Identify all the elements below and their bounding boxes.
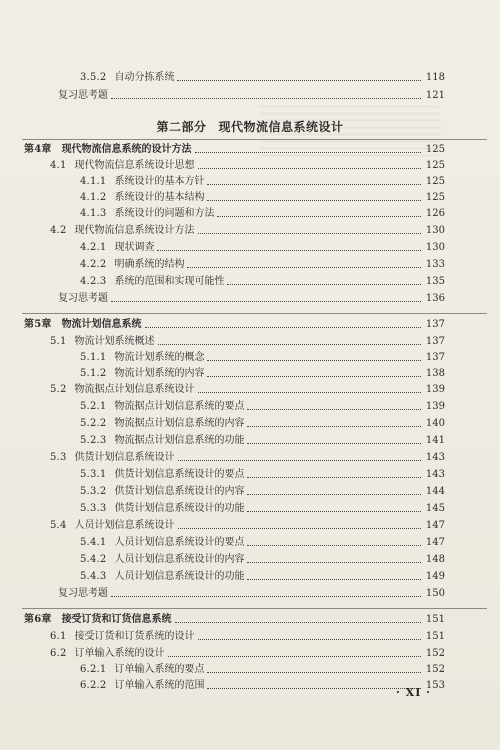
entry-number: 3.5.2	[80, 72, 107, 83]
entry-number: 5.1	[50, 336, 67, 347]
entry-page: 143	[425, 469, 445, 480]
leader-dots	[207, 376, 421, 377]
toc-entry-6-2	[50, 646, 445, 662]
toc-entry-5-1-2	[80, 366, 445, 382]
leader-dots	[247, 545, 421, 546]
divider	[22, 139, 487, 140]
entry-title: 系统设计的问题和方法	[114, 208, 215, 219]
entry-page: 125	[425, 144, 445, 155]
entry-page: 121	[425, 90, 445, 101]
toc-chapter-5	[24, 317, 445, 333]
entry-number: 6.2	[50, 648, 67, 659]
entry-page: 147	[425, 537, 445, 548]
toc-entry-5-3-3	[80, 501, 445, 517]
page-number-marker: · XI ·	[396, 686, 431, 699]
entry-number: 4.1	[50, 160, 67, 171]
leader-dots	[178, 460, 421, 461]
toc-entry-5-4-3	[80, 569, 445, 585]
entry-title: 供货计划信息系统设计的要点	[114, 469, 245, 480]
entry-title: 物流据点计划信息系统的要点	[114, 401, 245, 412]
entry-title: 物流据点计划信息系统的内容	[114, 418, 245, 429]
entry-number: 4.2.1	[80, 242, 107, 253]
part-label: 第二部分	[156, 120, 207, 134]
entry-page: 139	[425, 384, 445, 395]
toc-entry-4-2	[50, 223, 445, 239]
toc-entry-5-3	[50, 450, 445, 466]
leader-dots	[158, 344, 421, 345]
entry-page: 125	[425, 160, 445, 171]
entry-page: 152	[425, 648, 445, 659]
entry-number: 5.3.3	[80, 503, 107, 514]
entry-title: 订单输入系统的范围	[114, 680, 205, 691]
entry-title: 系统的范围和实现可能性	[114, 276, 225, 287]
entry-title: 供货计划信息系统设计	[74, 452, 175, 463]
entry-title: 系统设计的基本方针	[114, 176, 205, 187]
toc-entry-3-5-2	[80, 70, 445, 86]
entry-title: 物流计划系统的概念	[114, 352, 205, 363]
entry-title: 人员计划信息系统设计的内容	[114, 554, 245, 565]
entry-page: 141	[425, 435, 445, 446]
toc-entry-review-ch4	[50, 291, 445, 307]
leader-dots	[111, 596, 421, 597]
toc-entry-5-4-1	[80, 535, 445, 551]
entry-title: 人员计划信息系统设计的功能	[114, 571, 245, 582]
leader-dots	[198, 392, 421, 393]
entry-number: 4.1.3	[80, 208, 107, 219]
entry-number: 5.1.2	[80, 368, 107, 379]
toc-entry-5-3-2	[80, 484, 445, 500]
entry-page: 147	[425, 520, 445, 531]
entry-title: 物流据点计划信息系统的功能	[114, 435, 245, 446]
chapter-number: 第5章	[24, 319, 52, 330]
entry-page: 136	[425, 293, 445, 304]
toc-entry-5-3-1	[80, 467, 445, 483]
entry-page: 143	[425, 452, 445, 463]
entry-number: 5.3	[50, 452, 67, 463]
toc-entry-4-2-2	[80, 257, 445, 273]
leader-dots	[247, 579, 421, 580]
toc-entry-5-2-2	[80, 416, 445, 432]
entry-number: 5.4.3	[80, 571, 107, 582]
entry-page: 133	[425, 259, 445, 270]
leader-dots	[247, 409, 421, 410]
leader-dots	[195, 152, 421, 153]
leader-dots	[177, 80, 421, 81]
leader-dots	[247, 562, 421, 563]
entry-page: 118	[425, 72, 445, 83]
toc-entry-review-ch5	[50, 586, 445, 602]
toc-entry-4-1-2	[80, 190, 445, 206]
entry-page: 130	[425, 242, 445, 253]
leader-dots	[111, 301, 421, 302]
entry-number: 5.2.2	[80, 418, 107, 429]
entry-title: 人员计划信息系统设计	[74, 520, 175, 531]
entry-number: 4.2	[50, 225, 67, 236]
leader-dots	[175, 622, 421, 623]
entry-title: 复习思考题	[58, 90, 108, 101]
entry-title: 复习思考题	[58, 588, 108, 599]
entry-page: 145	[425, 503, 445, 514]
toc-entry-6-2-1	[80, 662, 445, 678]
entry-page: 148	[425, 554, 445, 565]
entry-title: 物流据点计划信息系统设计	[74, 384, 195, 395]
leader-dots	[227, 284, 421, 285]
toc-entry-5-2-1	[80, 399, 445, 415]
entry-number: 5.2	[50, 384, 67, 395]
entry-number: 6.2.2	[80, 680, 107, 691]
toc-chapter-4	[24, 142, 445, 158]
entry-number: 4.1.2	[80, 192, 107, 203]
entry-number: 6.2.1	[80, 664, 107, 675]
entry-page: 137	[425, 336, 445, 347]
entry-page: 137	[425, 352, 445, 363]
toc-entry-4-1-3	[80, 206, 445, 222]
toc-entry-5-1	[50, 334, 445, 350]
entry-title: 供货计划信息系统设计的内容	[114, 486, 245, 497]
leader-dots	[207, 360, 421, 361]
leader-dots	[247, 443, 421, 444]
toc-entry-review-ch3	[50, 88, 445, 104]
entry-number: 5.1.1	[80, 352, 107, 363]
entry-page: 151	[425, 631, 445, 642]
chapter-title: 接受订货和订货信息系统	[61, 614, 172, 625]
toc-entry-6-1	[50, 629, 445, 645]
entry-number: 4.2.2	[80, 259, 107, 270]
divider	[22, 313, 487, 314]
entry-page: 139	[425, 401, 445, 412]
entry-number: 5.4.2	[80, 554, 107, 565]
entry-page: 150	[425, 588, 445, 599]
leader-dots	[168, 656, 421, 657]
leader-dots	[198, 233, 421, 234]
entry-number: 5.2.1	[80, 401, 107, 412]
leader-dots	[198, 639, 421, 640]
entry-page: 153	[425, 680, 445, 691]
toc-entry-5-2-3	[80, 433, 445, 449]
toc-entry-6-2-2	[80, 678, 445, 694]
leader-dots	[198, 168, 421, 169]
entry-title: 系统设计的基本结构	[114, 192, 205, 203]
toc-entry-5-1-1	[80, 350, 445, 366]
part-heading	[0, 118, 500, 135]
toc-entry-5-4	[50, 518, 445, 534]
toc-entry-4-1-1	[80, 174, 445, 190]
entry-number: 5.4	[50, 520, 67, 531]
entry-title: 订单输入系统的设计	[74, 648, 165, 659]
leader-dots	[157, 250, 421, 251]
toc-entry-5-2	[50, 382, 445, 398]
entry-title: 现状调查	[114, 242, 155, 253]
toc-chapter-6	[24, 612, 445, 628]
entry-page: 137	[425, 319, 445, 330]
chapter-title: 物流计划信息系统	[61, 319, 142, 330]
entry-number: 5.4.1	[80, 537, 107, 548]
entry-title: 物流计划系统的内容	[114, 368, 205, 379]
chapter-title: 现代物流信息系统的设计方法	[61, 144, 192, 155]
entry-number: 5.3.1	[80, 469, 107, 480]
entry-title: 现代物流信息系统设计方法	[74, 225, 195, 236]
leader-dots	[145, 327, 421, 328]
leader-dots	[247, 494, 421, 495]
entry-page: 138	[425, 368, 445, 379]
entry-title: 订单输入系统的要点	[114, 664, 205, 675]
chapter-number: 第4章	[24, 144, 52, 155]
leader-dots	[111, 98, 421, 99]
entry-title: 复习思考题	[58, 293, 108, 304]
entry-number: 5.2.3	[80, 435, 107, 446]
entry-title: 接受订货和订货系统的设计	[74, 631, 195, 642]
leader-dots	[207, 688, 421, 689]
entry-number: 4.2.3	[80, 276, 107, 287]
toc-entry-4-1	[50, 158, 445, 174]
leader-dots	[217, 216, 421, 217]
toc-entry-5-4-2	[80, 552, 445, 568]
leader-dots	[207, 672, 421, 673]
part-title: 现代物流信息系统设计	[218, 120, 344, 134]
entry-page: 144	[425, 486, 445, 497]
leader-dots	[207, 184, 421, 185]
entry-page: 126	[425, 208, 445, 219]
divider	[22, 608, 487, 609]
entry-title: 自动分拣系统	[114, 72, 175, 83]
entry-title: 供货计划信息系统设计的功能	[114, 503, 245, 514]
leader-dots	[187, 267, 421, 268]
entry-page: 152	[425, 664, 445, 675]
entry-title: 明确系统的结构	[114, 259, 185, 270]
leader-dots	[247, 477, 421, 478]
entry-number: 5.3.2	[80, 486, 107, 497]
entry-number: 4.1.1	[80, 176, 107, 187]
entry-page: 140	[425, 418, 445, 429]
chapter-number: 第6章	[24, 614, 52, 625]
leader-dots	[247, 426, 421, 427]
leader-dots	[207, 200, 421, 201]
entry-number: 6.1	[50, 631, 67, 642]
entry-title: 现代物流信息系统设计思想	[74, 160, 195, 171]
entry-title: 人员计划信息系统设计的要点	[114, 537, 245, 548]
toc-entry-4-2-3	[80, 274, 445, 290]
entry-page: 125	[425, 176, 445, 187]
entry-title: 物流计划系统概述	[74, 336, 155, 347]
entry-page: 125	[425, 192, 445, 203]
entry-page: 151	[425, 614, 445, 625]
entry-page: 130	[425, 225, 445, 236]
toc-entry-4-2-1	[80, 240, 445, 256]
leader-dots	[178, 528, 421, 529]
entry-page: 135	[425, 276, 445, 287]
entry-page: 149	[425, 571, 445, 582]
leader-dots	[247, 511, 421, 512]
